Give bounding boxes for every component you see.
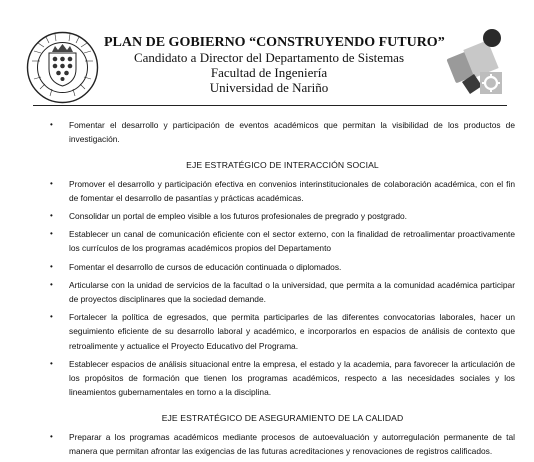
bullet-icon: • xyxy=(50,358,53,368)
header-divider xyxy=(33,105,507,106)
list-item xyxy=(50,310,515,353)
faculty-line: Facultad de Ingeniería xyxy=(210,65,328,80)
systems-department-logo-icon xyxy=(446,24,508,98)
list-item-text: Establecer un canal de comunicación eficiente con el sector externo, con la finalidad de retroalimentar proactivamente los currículos de los programas académicos propios del Departamento xyxy=(69,229,515,254)
document-header xyxy=(104,35,445,95)
document-body xyxy=(50,118,515,462)
list-item xyxy=(50,118,515,146)
list-item-text: Consolidar un portal de empleo visible a los futuros profesionales de pregrado y postgrado. xyxy=(69,211,407,222)
bullet-icon: • xyxy=(50,211,53,221)
list-item-text: Fomentar el desarrollo y participación de eventos académicos que permitan la visibilidad de los productos de investigación. xyxy=(69,120,515,145)
list-item-text: Preparar a los programas académicos mediante procesos de autoevaluación y autorregulación permanente de tal manera que permitan afrontar las exigencias de las futuras acreditaciones y renovaciones de registros calificados. xyxy=(69,431,515,456)
list-item-text: Promover el desarrollo y participación efectiva en convenios interinstitucionales de colaboración académica, con el fin de fomentar el desarrollo de pasantías y prácticas académicas. xyxy=(69,178,515,203)
list-item xyxy=(50,278,515,306)
bullet-icon: • xyxy=(50,431,53,441)
bullet-icon: • xyxy=(50,229,53,239)
list-item xyxy=(50,357,515,400)
list-item-text: Articularse con la unidad de servicios de la facultad o la universidad, que permita a la comunidad académica participar de proyectos disciplinares que la sociedad demande. xyxy=(69,279,515,305)
list-item-text: Fortalecer la política de egresados, que permita participarles de las diferentes convocatorias laborales, hacer un seguimiento eficiente de su desarrollo laboral y académico, e incorporarlos en espacios de análisis de contexto que retroalimente y actualice el Proyecto Educativo del Programa. xyxy=(69,312,515,351)
bullet-icon: • xyxy=(50,312,53,322)
section-heading-quality: EJE ESTRATÉGICO DE ASEGURAMIENTO DE LA CALIDAD xyxy=(161,413,404,424)
university-seal-icon xyxy=(24,31,101,104)
list-item xyxy=(50,227,515,255)
list-item xyxy=(50,430,515,458)
list-item-text: Establecer espacios de análisis situacional entre la empresa, el estado y la academia, para favorecer la articulación de los propósitos de formación que tienen los programas académicos, respecto a las necesidades sociales y los lineamientos gubernamentales en torno a la disciplina. xyxy=(69,358,515,398)
bullet-icon: • xyxy=(50,261,53,271)
bullet-icon: • xyxy=(50,120,53,129)
list-item xyxy=(50,260,515,274)
bullet-icon: • xyxy=(50,178,53,188)
list-item-text: Fomentar el desarrollo de cursos de educación continuada o diplomados. xyxy=(69,261,342,272)
list-item xyxy=(50,209,515,223)
plan-title: PLAN DE GOBIERNO “CONSTRUYENDO FUTURO” xyxy=(104,35,445,50)
list-item xyxy=(50,177,515,205)
section-heading-social: EJE ESTRATÉGICO DE INTERACCIÓN SOCIAL xyxy=(186,160,379,171)
candidate-line: Candidato a Director del Departamento de Sistemas xyxy=(133,50,405,65)
bullet-icon: • xyxy=(50,279,53,289)
university-line: Universidad de Nariño xyxy=(209,80,329,95)
